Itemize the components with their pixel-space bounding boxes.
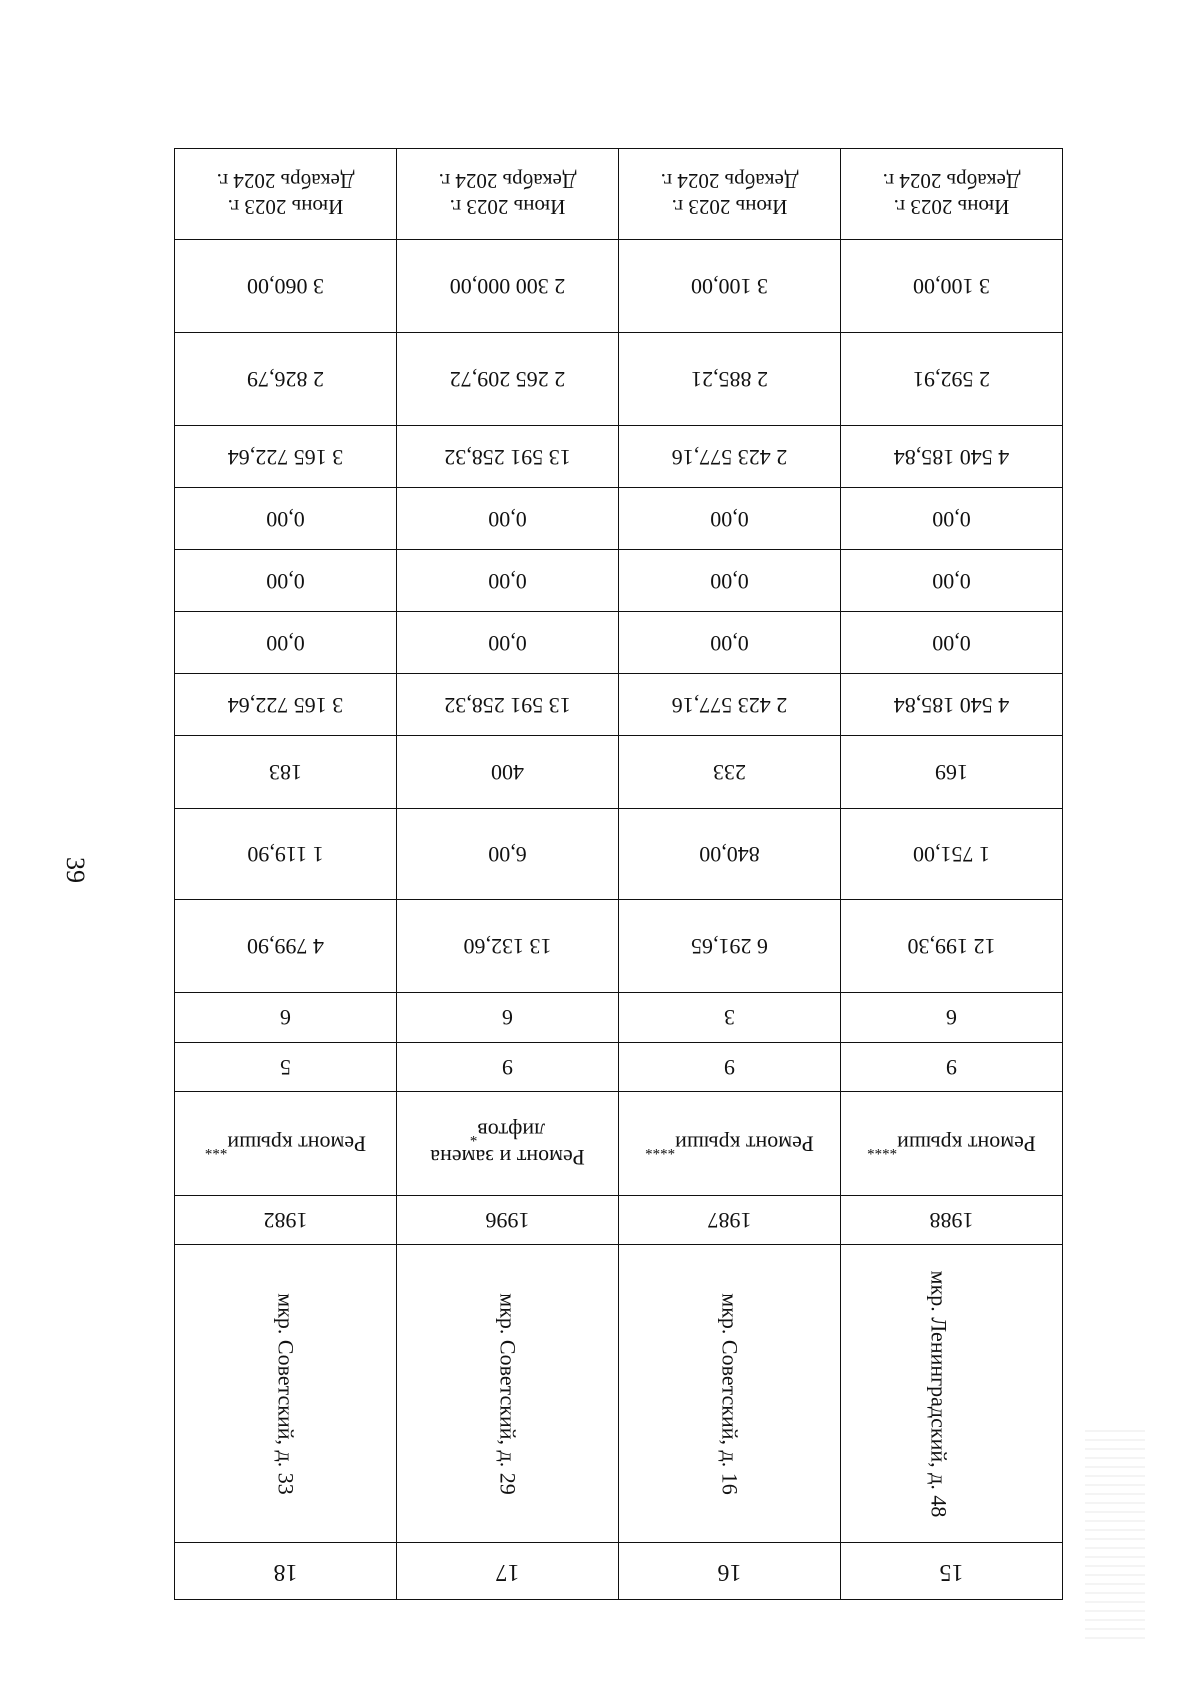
period-end: Декабрь 2024 г. <box>882 169 1021 194</box>
cell-no: 18 <box>175 1543 397 1600</box>
cell-fund-owners: 3 165 722,64 <box>175 426 397 488</box>
table-row-residents <box>175 736 1063 808</box>
address-text: мкр. Советский, д. 29 <box>495 1293 521 1495</box>
table-row-work <box>175 1092 1063 1195</box>
address-text: мкр. Советский, д. 33 <box>273 1293 299 1495</box>
cell-area-living: 840,00 <box>619 808 841 899</box>
cell-area-living: 6,00 <box>397 808 619 899</box>
cell-cost-total: 3 165 722,64 <box>175 674 397 736</box>
footnote-mark: * <box>469 1127 478 1144</box>
cell-address <box>619 1245 841 1543</box>
cell-year: 1987 <box>619 1195 841 1245</box>
work-type-text: Ремонт крыши <box>675 1131 814 1157</box>
cell-year: 1996 <box>397 1195 619 1245</box>
cell-cost-total: 2 423 577,16 <box>619 674 841 736</box>
cell-entrances: 6 <box>397 992 619 1042</box>
cell-work <box>175 1092 397 1195</box>
table-row-entrances <box>175 992 1063 1042</box>
table-row-year <box>175 1195 1063 1245</box>
cell-fund-owners: 2 423 577,16 <box>619 426 841 488</box>
cell-period <box>841 149 1063 240</box>
cell-no: 15 <box>841 1543 1063 1600</box>
cell-fund-c: 0,00 <box>619 488 841 550</box>
cell-year: 1988 <box>841 1195 1063 1245</box>
footnote-mark: **** <box>867 1140 898 1157</box>
table-row-unit-cost <box>175 333 1063 426</box>
period-start: Июнь 2023 г. <box>893 195 1010 220</box>
cell-entrances: 6 <box>175 992 397 1042</box>
cell-area-total: 4 799,90 <box>175 899 397 992</box>
table-row-area-total <box>175 899 1063 992</box>
cell-unit-limit: 3 100,00 <box>841 240 1063 333</box>
cell-fund-a: 0,00 <box>397 612 619 674</box>
cell-year: 1982 <box>175 1195 397 1245</box>
page-number: 39 <box>61 857 90 883</box>
cell-address <box>841 1245 1063 1543</box>
table-row-cost-total <box>175 674 1063 736</box>
cell-area-total: 12 199,30 <box>841 899 1063 992</box>
cell-cost-total: 4 540 185,84 <box>841 674 1063 736</box>
table-row-fund-a <box>175 612 1063 674</box>
table-row-area-living <box>175 808 1063 899</box>
cell-fund-owners: 13 591 258,32 <box>397 426 619 488</box>
table-row-no <box>175 1543 1063 1600</box>
cell-cost-total: 13 591 258,32 <box>397 674 619 736</box>
cell-fund-owners: 4 540 185,84 <box>841 426 1063 488</box>
cell-unit-cost: 2 826,79 <box>175 333 397 426</box>
period-end: Декабрь 2024 г. <box>438 169 577 194</box>
cell-fund-a: 0,00 <box>619 612 841 674</box>
cell-floors: 9 <box>397 1042 619 1092</box>
table-row-fund-c <box>175 488 1063 550</box>
cell-area-living: 1 751,00 <box>841 808 1063 899</box>
work-type-text: Ремонт крыши <box>897 1131 1036 1157</box>
repair-program-table <box>175 148 1063 1600</box>
table-row-unit-limit <box>175 240 1063 333</box>
table-row-address <box>175 1245 1063 1543</box>
cell-period <box>619 149 841 240</box>
cell-area-total: 13 132,60 <box>397 899 619 992</box>
cell-period <box>397 149 619 240</box>
cell-address <box>397 1245 619 1543</box>
period-start: Июнь 2023 г. <box>671 195 788 220</box>
cell-fund-b: 0,00 <box>397 550 619 612</box>
table-row-floors <box>175 1042 1063 1092</box>
work-type-text: Ремонт крыши <box>227 1131 367 1157</box>
cell-residents: 233 <box>619 736 841 808</box>
cell-fund-a: 0,00 <box>841 612 1063 674</box>
cell-fund-b: 0,00 <box>619 550 841 612</box>
cell-fund-b: 0,00 <box>175 550 397 612</box>
cell-residents: 400 <box>397 736 619 808</box>
table-row-fund-owners <box>175 426 1063 488</box>
cell-floors: 5 <box>175 1042 397 1092</box>
period-end: Декабрь 2024 г. <box>660 169 799 194</box>
cell-entrances: 3 <box>619 992 841 1042</box>
period-end: Декабрь 2024 г. <box>216 169 355 194</box>
cell-address <box>175 1245 397 1543</box>
cell-floors: 9 <box>841 1042 1063 1092</box>
cell-residents: 183 <box>175 736 397 808</box>
cell-residents: 169 <box>841 736 1063 808</box>
cell-unit-limit: 3 060,00 <box>175 240 397 333</box>
cell-entrances: 6 <box>841 992 1063 1042</box>
cell-fund-a: 0,00 <box>175 612 397 674</box>
cell-unit-cost: 2 265 209,72 <box>397 333 619 426</box>
cell-no: 17 <box>397 1543 619 1600</box>
cell-area-total: 6 291,65 <box>619 899 841 992</box>
work-type-text: Ремонт и замена лифтов <box>430 1118 585 1170</box>
table-row-period <box>175 149 1063 240</box>
period-start: Июнь 2023 г. <box>449 195 566 220</box>
cell-unit-limit: 2 300 000,00 <box>397 240 619 333</box>
cell-area-living: 1 119,90 <box>175 808 397 899</box>
cell-unit-limit: 3 100,00 <box>619 240 841 333</box>
cell-fund-c: 0,00 <box>841 488 1063 550</box>
cell-unit-cost: 2 592,91 <box>841 333 1063 426</box>
cell-work <box>619 1092 841 1195</box>
cell-no: 16 <box>619 1543 841 1600</box>
cell-fund-b: 0,00 <box>841 550 1063 612</box>
cell-period <box>175 149 397 240</box>
address-text: мкр. Советский, д. 16 <box>717 1293 743 1495</box>
footnote-mark: *** <box>204 1140 228 1157</box>
period-start: Июнь 2023 г. <box>227 195 344 220</box>
cell-fund-c: 0,00 <box>397 488 619 550</box>
cell-fund-c: 0,00 <box>175 488 397 550</box>
cell-work <box>397 1092 619 1195</box>
cell-floors: 9 <box>619 1042 841 1092</box>
table-row-fund-b <box>175 550 1063 612</box>
address-text: мкр. Ленинградский, д. 48 <box>926 1270 952 1518</box>
scan-artifact <box>1085 1430 1145 1640</box>
cell-work <box>841 1092 1063 1195</box>
footnote-mark: **** <box>645 1140 676 1157</box>
cell-unit-cost: 2 885,21 <box>619 333 841 426</box>
